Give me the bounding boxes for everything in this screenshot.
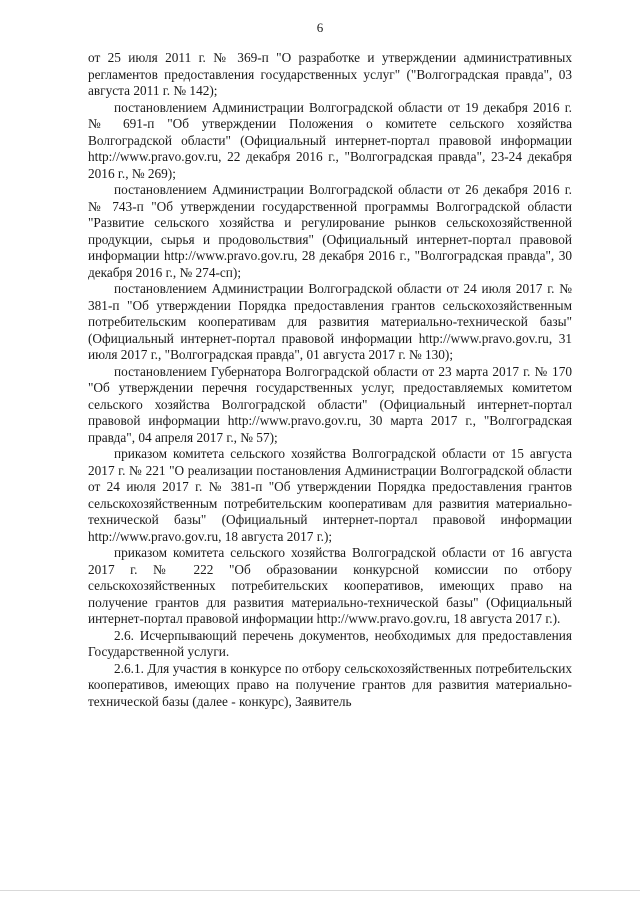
paragraph-order-221: приказом комитета сельского хозяйства Волгоградской области от 15 августа 2017 г. № 221 "О реализации постановления Администрации Волгоградской области от 24 июля 2017 г. № 381-п "Об утверждении Порядка предоставления грантов сельскохозяйственным потребительским кооперативам для развития материально-технической базы" (Официальный интернет-портал правовой информации http://www.pravo.gov.ru, 18 августа 2017 г.); [88, 446, 572, 544]
page-bottom-divider [0, 890, 640, 891]
paragraph-grant-procedure: постановлением Администрации Волгоградской области от 24 июля 2017 г. № 381-п "Об утверждении Порядка предоставления грантов сельскохозяйственным потребительским кооперативам для развития материально-технической базы" (Официальный интернет-портал правовой информации http://www.pravo.gov.ru, 31 июля 2017 г., "Волгоградская правда", 01 августа 2017 г. № 130); [88, 281, 572, 362]
paragraph-state-program: постановлением Администрации Волгоградской области от 26 декабря 2016 г. № 743-п "Об утверждении государственной программы Волгоградской области "Развитие сельского хозяйства и регулирование рынков сельскохозяйственной продукции, сырья и продовольствия" (Официальный интернет-портал правовой информации http://www.pravo.gov.ru, 28 декабря 2016 г., "Волгоградская правда", 30 декабря 2016 г., № 274-сп); [88, 182, 572, 280]
paragraph-order-222: приказом комитета сельского хозяйства Волгоградской области от 16 августа 2017 г. № 222 "Об образовании конкурсной комиссии по отбору сельскохозяйственных потребительских кооперативов, имеющих право на получение грантов для развития материально-технической базы" (Официальный интернет-портал правовой информации http://www.pravo.gov.ru, 18 августа 2017 г.). [88, 545, 572, 626]
document-body [88, 50, 572, 710]
section-2-6-1-paragraph: 2.6.1. Для участия в конкурсе по отбору сельскохозяйственных потребительских кооперативов, имеющих право на получение грантов для развития материально-технической базы (далее - конкурс), Заявитель [88, 660, 572, 709]
page-number: 6 [316, 20, 324, 35]
paragraph-committee-regulation: постановлением Администрации Волгоградской области от 19 декабря 2016 г. № 691-п "Об утверждении Положения о комитете сельского хозяйства Волгоградской области" (Официальный интернет-портал правовой информации http://www.pravo.gov.ru, 22 декабря 2016 г., "Волгоградская правда", 23-24 декабря 2016 г., № 269); [88, 99, 572, 181]
paragraph-governor-resolution: постановлением Губернатора Волгоградской области от 23 марта 2017 г. № 170 "Об утверждении перечня государственных услуг, предоставляемых комитетом сельского хозяйства Волгоградской области" (Официальный интернет-портал правовой информации http://www.pravo.gov.ru, 30 марта 2017 г., "Волгоградская правда", 04 апреля 2017 г., № 57); [88, 363, 572, 445]
paragraph-reglament-reference: от 25 июля 2011 г. № 369-п "О разработке и утверждении административных регламентов предоставления государственных услуг" ("Волгоградская правда", 03 августа 2011 г. № 142); [88, 50, 572, 98]
section-2-6-heading: 2.6. Исчерпывающий перечень документов, необходимых для предоставления Государственной услуги. [88, 627, 572, 659]
